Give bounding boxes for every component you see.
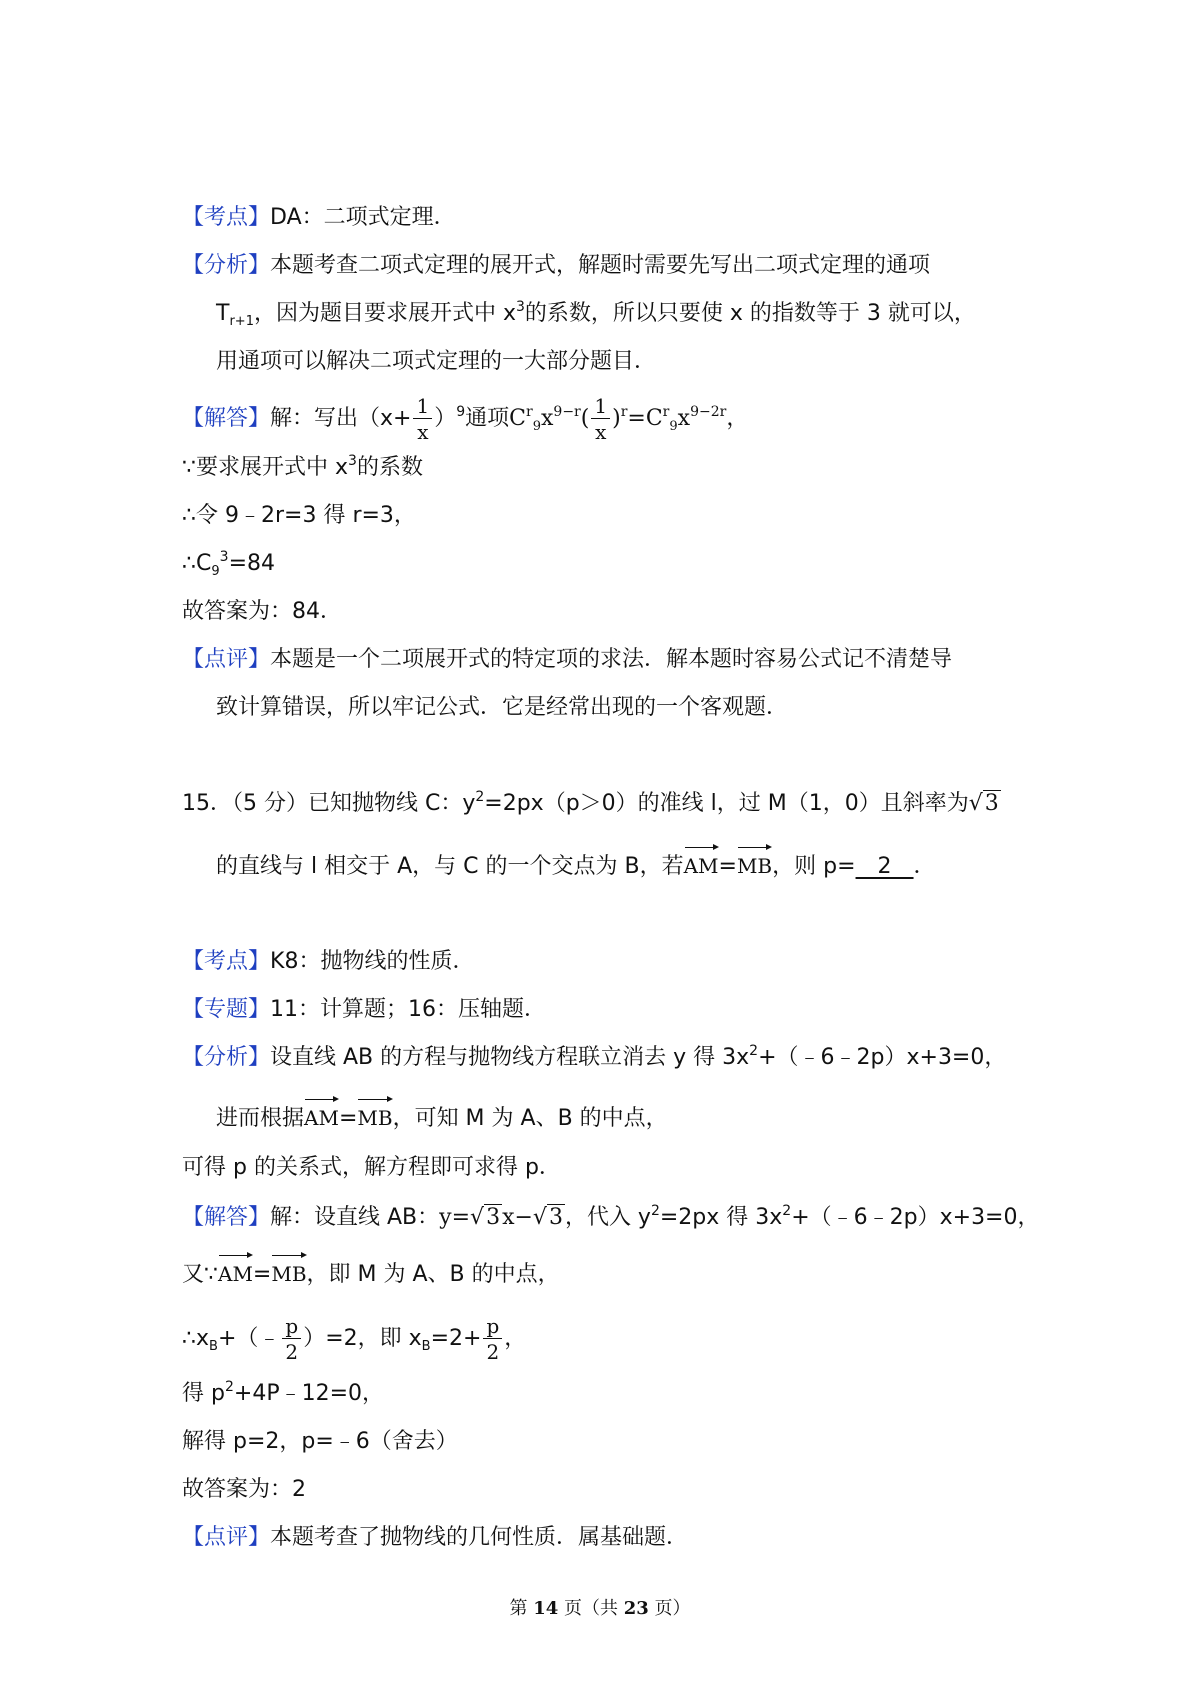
dianping-tag: 【点评】 [182,647,271,672]
sqrt-3: √3 [968,791,999,816]
q15-step3 [182,1378,384,1410]
frac-num: 1 [413,396,432,419]
fenxi2-a: 进而根据 [216,1106,305,1131]
jieda-exp-9: 9 [456,404,466,420]
x3-symbol: x [677,406,691,431]
q14-fenxi-line3 [216,346,656,378]
step3-b: +4P﹣12=0， [233,1381,385,1406]
step2-c: ）=2，即 x [303,1326,422,1351]
step2-e: ， [504,1326,527,1351]
x3-exp: 9−2r [690,404,727,420]
q15-sup: 2 [475,789,485,805]
vector-am: AM [304,1096,339,1134]
q15-fenxi-line2 [216,1096,668,1135]
q14-fenxi-line2 [216,298,976,330]
jieda-c: =2px 得 3x [659,1205,783,1230]
kaodian-tag: 【考点】 [182,205,271,230]
q14-dianping [182,644,952,676]
c-sup: r [526,404,533,420]
x-symbol: x [541,406,554,431]
q15-line2-b: ，则 p= [772,854,856,879]
footer-a: 第 [509,1598,534,1619]
q15-line2-end: ． [913,854,936,879]
answer-text: 故答案为：84． [182,599,342,624]
jieda-end: ， [726,406,749,431]
jieda-tag: 【解答】 [182,1205,271,1230]
fenxi-text-3: 用通项可以解决二项式定理的一大部分题目． [216,349,657,374]
q15-question-line2 [216,844,936,883]
page-number: 14 [533,1598,559,1619]
q14-jieda [182,396,748,442]
jieda-tag: 【解答】 [182,406,271,431]
zhuanti-text: 11：计算题；16：压轴题． [270,997,547,1022]
q15-step4 [182,1426,458,1458]
eq-y: y= [439,1205,471,1230]
jieda-sup2: 2 [782,1203,792,1219]
x-exp: 9−r [553,404,581,420]
step1-sup: 3 [348,453,357,469]
step1-b: 的系数 [356,455,423,480]
frac-num: p [282,1316,301,1339]
footer-c: 页） [648,1598,691,1619]
fenxi-text-b: ，因为题目要求展开式中 x [253,301,516,326]
q14-step2 [182,500,416,532]
dianping-text-2: 致计算错误，所以牢记公式．它是经常出现的一个客观题． [216,695,789,720]
frac-num-b: p [483,1316,502,1339]
step3-a: ∴C [182,551,212,576]
answer-text: 故答案为：2 [182,1477,306,1502]
c3-sub: 9 [669,419,678,434]
jieda-text-c: 通项 [465,406,510,431]
kaodian-text: DA：二项式定理． [270,205,456,230]
fenxi-t-sub: r+1 [229,314,254,329]
sqrt-radicand-b: 3 [548,1205,563,1230]
q14-fenxi [182,250,930,282]
dianping-text-1: 本题是一个二项展开式的特定项的求法．解本题时容易公式记不清楚导 [270,647,953,672]
sqrt-3: √3 [470,1205,501,1230]
dianping-tag: 【点评】 [182,1525,271,1550]
fenxi-sup: 2 [749,1043,759,1059]
fenxi-tag: 【分析】 [182,253,271,278]
zhuanti-tag: 【专题】 [182,997,271,1022]
q15-question-line1 [182,788,1001,820]
paren-open: ( [580,406,590,431]
eq-c: =C [627,406,663,431]
footer-b: 页（共 [558,1598,624,1619]
vector-mb: MB [737,844,772,882]
frac-den: 2 [285,1340,299,1364]
c-sub: 9 [532,419,541,434]
vec-eq: = [252,1262,272,1287]
step2-a: ∴x [182,1326,210,1351]
vec-eq: = [718,854,737,879]
q15-step1 [182,1252,560,1291]
q14-answer [182,596,342,628]
fraction-1-over-x-2 [591,396,610,442]
vec-eq: = [338,1106,358,1131]
vector-mb: MB [357,1096,392,1134]
kaodian-text: K8：抛物线的性质． [270,949,475,974]
kaodian-tag: 【考点】 [182,949,271,974]
q15-zhuanti [182,994,546,1026]
vector-am: AM [218,1252,253,1290]
q15-dianping [182,1522,688,1554]
jieda-a: 解：设直线 AB： [270,1205,440,1230]
vector-am: AM [684,844,719,882]
step2-d: =2+ [430,1326,482,1351]
frac-num-2: 1 [591,396,610,419]
q15-answer [182,1474,306,1506]
frac-den: x [417,420,429,444]
fraction-p-over-2 [282,1316,301,1362]
step3-sup: 2 [224,1379,234,1395]
sqrt-3b: √3 [532,1205,563,1230]
fenxi3-text: 可得 p 的关系式，解方程即可求得 p． [182,1155,561,1180]
total-pages: 23 [623,1598,649,1619]
step3-a: 得 p [182,1381,225,1406]
q14-step3 [182,548,275,580]
frac-den-2: x [595,420,607,444]
fenxi-tag: 【分析】 [182,1045,271,1070]
sqrt-radicand: 3 [984,791,999,816]
jieda-text-a: 解：写出（x+ [270,406,412,431]
fenxi2-b: ，可知 M 为 A、B 的中点， [392,1106,668,1131]
page-footer [0,1594,1200,1620]
q15-kaodian [182,946,474,978]
fenxi-a: 设直线 AB 的方程与抛物线方程联立消去 y 得 3x [270,1045,750,1070]
step2-text: ∴令 9﹣2r=3 得 r=3， [182,503,416,528]
fraction-1-over-x [413,396,432,442]
jieda-d: +（﹣6﹣2p）x+3=0， [791,1205,1040,1230]
paren-close: ) [612,406,621,431]
q15-fenxi [182,1042,1006,1074]
step3-sup: 3 [219,549,229,565]
step3-b: =84 [228,551,275,576]
jieda-sup: 2 [650,1203,660,1219]
sqrt-radicand: 3 [486,1205,501,1230]
line-equation [439,1205,565,1230]
q14-dianping-line2 [216,692,788,724]
fraction-p-over-2-b [483,1316,502,1362]
eq-x: x− [502,1205,533,1230]
q15-step2 [182,1316,526,1362]
c-symbol: C [509,406,527,431]
fenxi-text: 本题考查二项式定理的展开式，解题时需要先写出二项式定理的通项 [270,253,931,278]
frac-den-b: 2 [486,1340,500,1364]
general-term [509,394,727,444]
jieda-b: ，代入 y [564,1205,651,1230]
step2-b: +（﹣ [217,1326,281,1351]
q14-step1 [182,452,423,484]
q14-kaodian [182,202,456,234]
vector-mb: MB [271,1252,306,1290]
q15-line2-a: 的直线与 l 相交于 A，与 C 的一个交点为 B，若 [216,854,684,879]
step4-text: 解得 p=2，p=﹣6（舍去） [182,1429,458,1454]
step3-sub: 9 [211,564,220,579]
q15-text-a: 15．（5 分）已知抛物线 C：y [182,791,476,816]
fenxi-text-c: 的系数，所以只要使 x 的指数等于 3 就可以， [524,301,976,326]
c3-sup: r [662,404,670,420]
step2-sub2: B [421,1339,431,1354]
fenxi-t: T [216,301,230,326]
jieda-text-b: ） [434,406,457,431]
step2-sub: B [209,1339,218,1354]
q15-text-b: =2px（p＞0）的准线 l，过 M（1，0）且斜率为 [484,791,969,816]
step1-b: ，即 M 为 A、B 的中点， [306,1262,560,1287]
q15-jieda [182,1202,1040,1234]
fenxi-b: +（﹣6﹣2p）x+3=0， [758,1045,1007,1070]
fenxi-sup: 3 [515,299,525,315]
answer-blank: 2 [855,854,914,879]
step1-a: 又∵ [182,1262,218,1287]
paren-exp: r [620,404,628,420]
step1-a: ∵要求展开式中 x [182,455,349,480]
q15-fenxi-line3 [182,1152,561,1184]
dianping-text: 本题考查了抛物线的几何性质．属基础题． [270,1525,689,1550]
